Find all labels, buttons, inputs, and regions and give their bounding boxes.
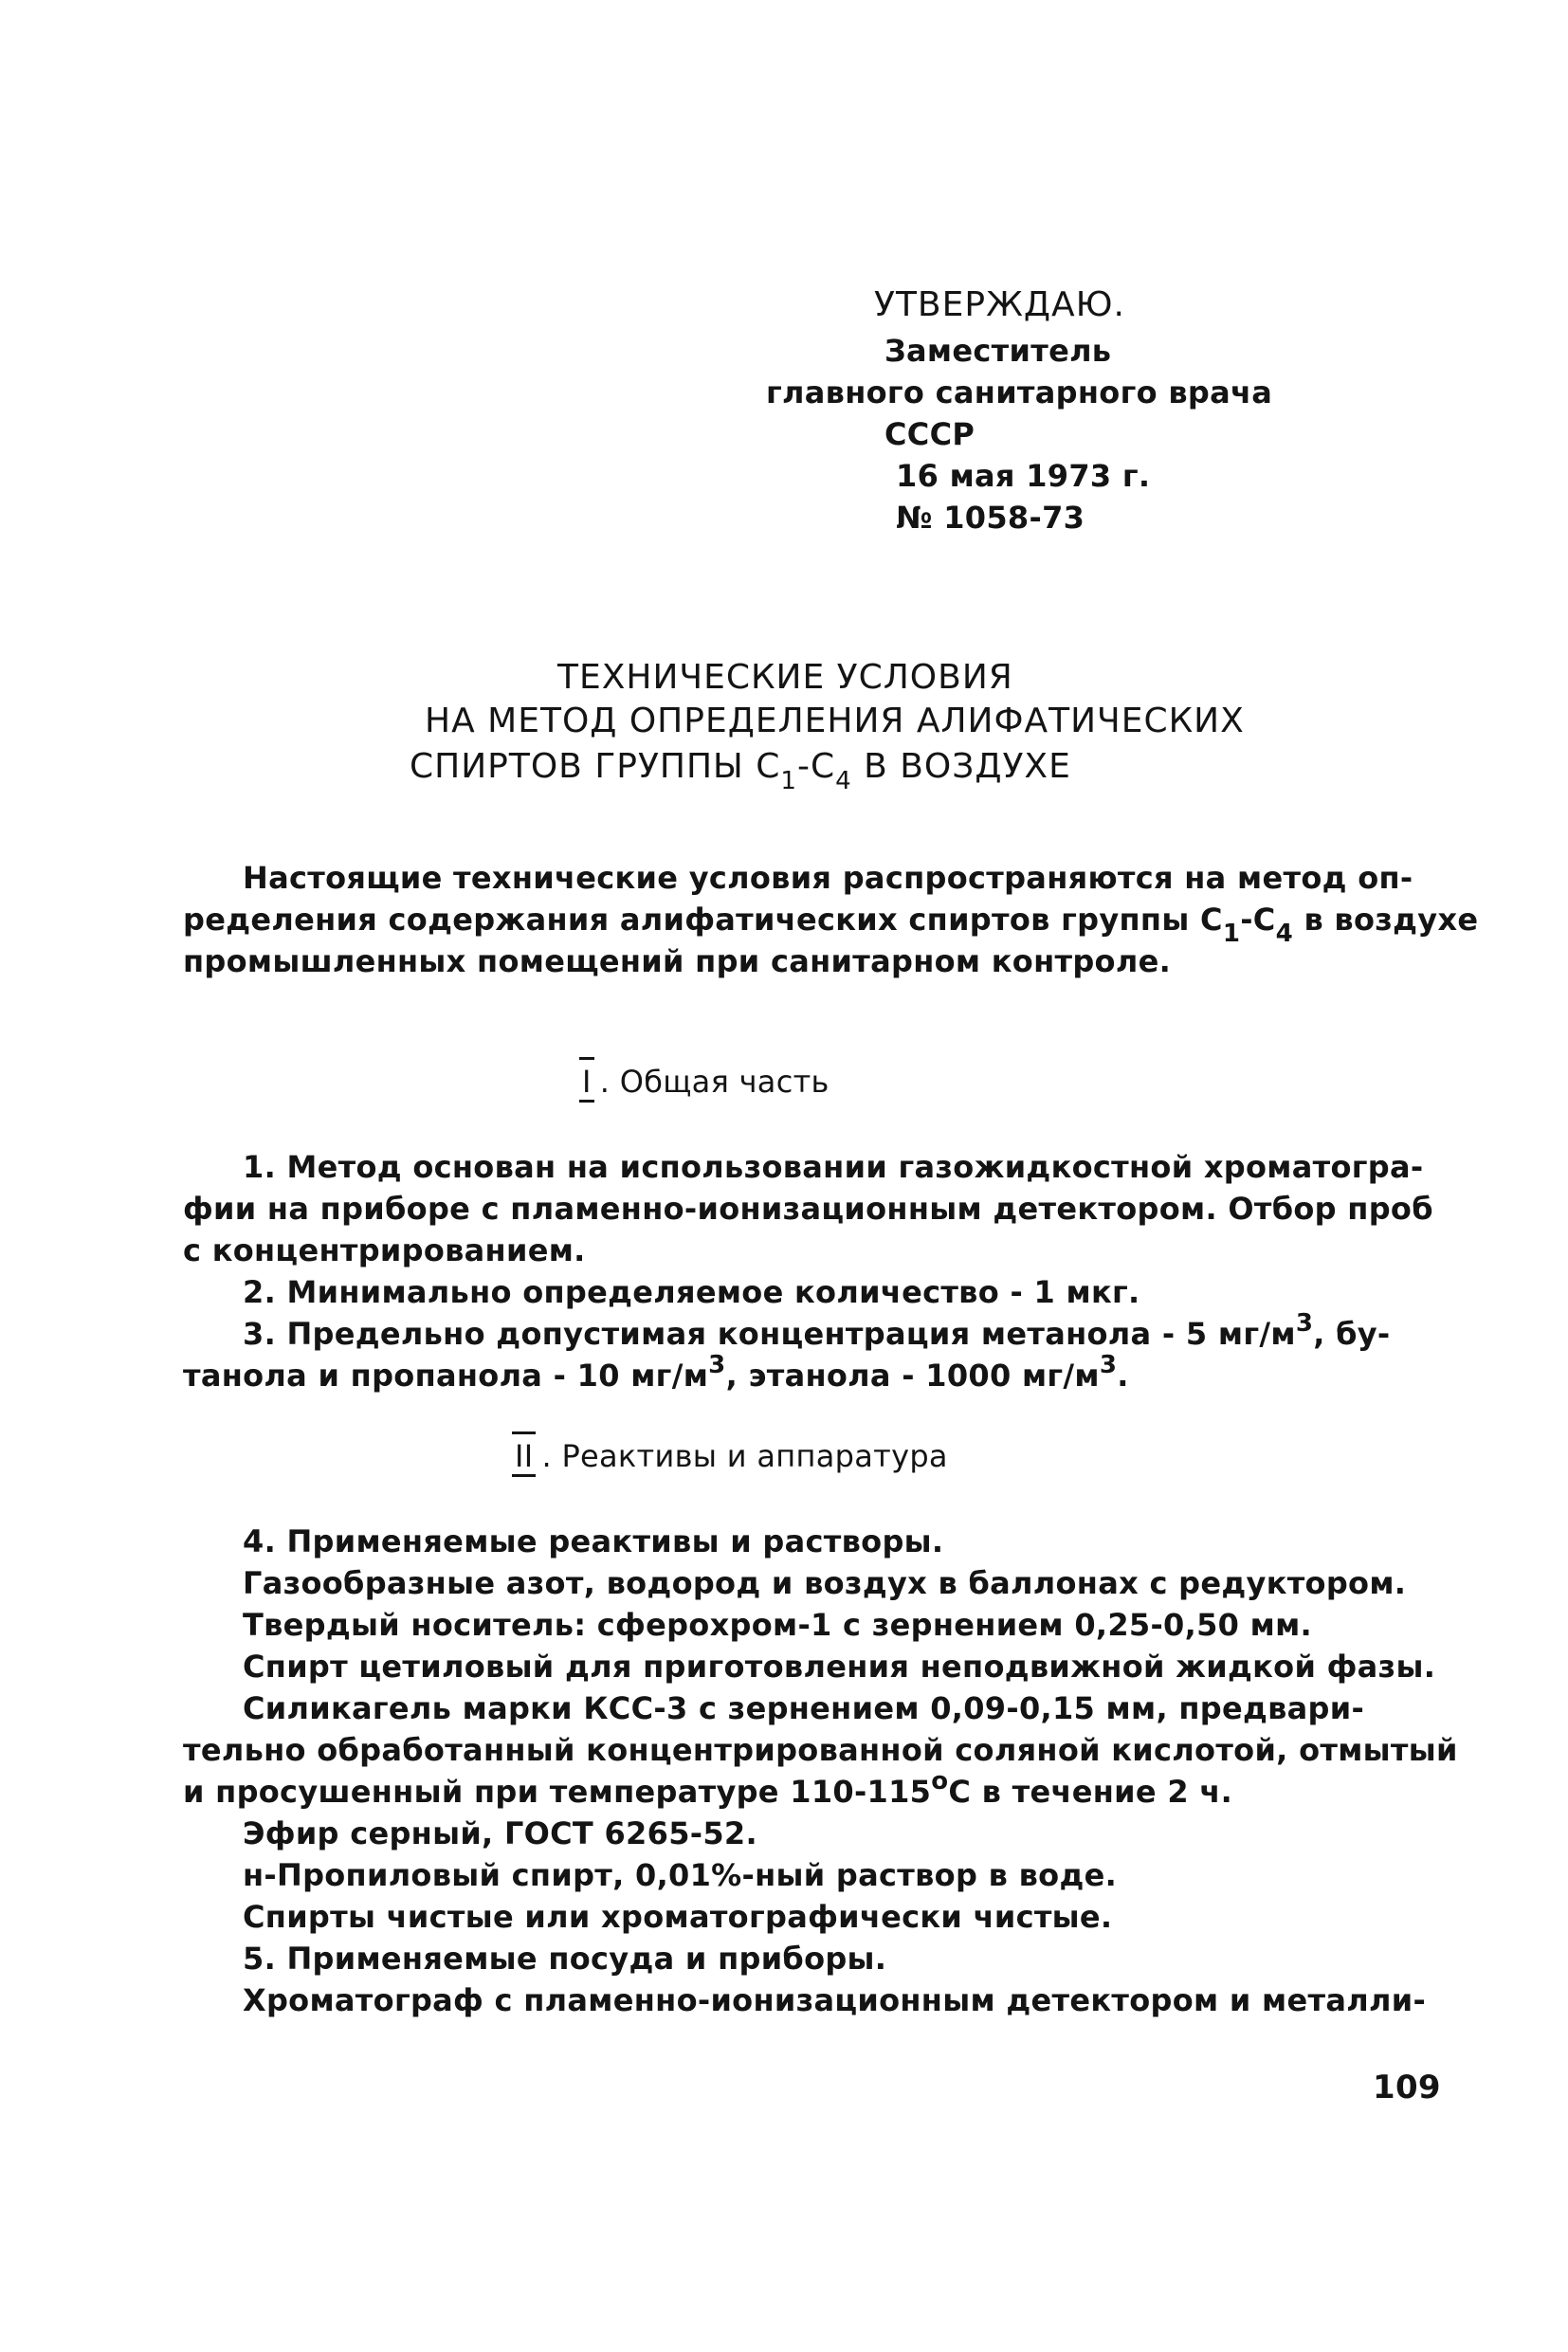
intro-line-2: ределения содержания алифатических спиртов группы $С_1-С_4$ в воздухе	[183, 902, 1479, 948]
section-2-heading: II . Реактивы и аппаратура	[512, 1437, 948, 1475]
paragraph-5: 5. Применяемые посуда и приборы.	[243, 1941, 887, 1977]
paragraph-4: 4. Применяемые реактивы и растворы.	[243, 1523, 944, 1559]
approval-heading: УТВЕРЖДАЮ.	[874, 285, 1125, 324]
item-silica-line-3: и просушенный при температуре $110-115^оС$ в течение 2 ч.	[183, 1767, 1233, 1810]
item-propyl: н-Пропиловый спирт, 0,01%-ный раствор в воде.	[243, 1857, 1118, 1893]
approval-position: Заместитель	[884, 333, 1112, 369]
item-ether: Эфир серный, ГОСТ 6265-52.	[243, 1815, 757, 1851]
intro-line-1: Настоящие технические условия распространяются на метод оп-	[243, 860, 1413, 896]
paragraph-1-line-2: фии на приборе с пламенно-ионизационным детектором. Отбор проб	[183, 1191, 1433, 1227]
section-1-heading: I . Общая часть	[579, 1063, 830, 1101]
paragraph-3-line-1: 3. Предельно допустимая концентрация метанола - 5 $мг/м^3$, бу-	[243, 1309, 1391, 1352]
title-line-2: НА МЕТОД ОПРЕДЕЛЕНИЯ АЛИФАТИЧЕСКИХ	[425, 702, 1245, 740]
title-line-1: ТЕХНИЧЕСКИЕ УСЛОВИЯ	[557, 658, 1013, 697]
title-line-3: СПИРТОВ ГРУППЫ $С_1-С_4$ В ВОЗДУХЕ	[410, 747, 1071, 795]
approval-date: 16 мая 1973 г.	[896, 458, 1151, 494]
item-chromatograph: Хроматограф с пламенно-ионизационным детектором и металли-	[243, 1982, 1427, 2018]
item-gases: Газообразные азот, водород и воздух в баллонах с редуктором.	[243, 1565, 1407, 1601]
paragraph-2: 2. Минимально определяемое количество - 1 мкг.	[243, 1274, 1140, 1310]
item-alcohol: Спирт цетиловый для приготовления неподвижной жидкой фазы.	[243, 1649, 1436, 1685]
approval-number: № 1058-73	[896, 500, 1085, 536]
item-spirits: Спирты чистые или хроматографически чистые.	[243, 1899, 1113, 1935]
section-2-numeral: II	[512, 1437, 536, 1475]
paragraph-1-line-1: 1. Метод основан на использовании газожидкостной хроматогра-	[243, 1149, 1424, 1185]
page-number: 109	[1373, 2069, 1441, 2106]
intro-line-3: промышленных помещений при санитарном контроле.	[183, 943, 1172, 979]
item-silica-line-1: Силикагель марки КСС-3 с зернением 0,09-0,15 мм, предвари-	[243, 1690, 1365, 1726]
section-2-title: Реактивы и аппаратура	[561, 1438, 948, 1474]
approval-country: СССР	[884, 416, 975, 452]
paragraph-3-line-2: танола и пропанола - 10 $мг/м^3$, этанола - 1000 $мг/м^3$.	[183, 1351, 1129, 1394]
item-silica-line-2: тельно обработанный концентрированной соляной кислотой, отмытый	[183, 1732, 1458, 1768]
paragraph-1-line-3: с концентрированием.	[183, 1232, 586, 1268]
item-carrier: Твердый носитель: сферохром-1 с зернением 0,25-0,50 мм.	[243, 1607, 1313, 1643]
section-1-numeral: I	[579, 1063, 594, 1101]
section-1-title: Общая часть	[619, 1064, 830, 1100]
approval-position-line2: главного санитарного врача	[766, 374, 1273, 410]
